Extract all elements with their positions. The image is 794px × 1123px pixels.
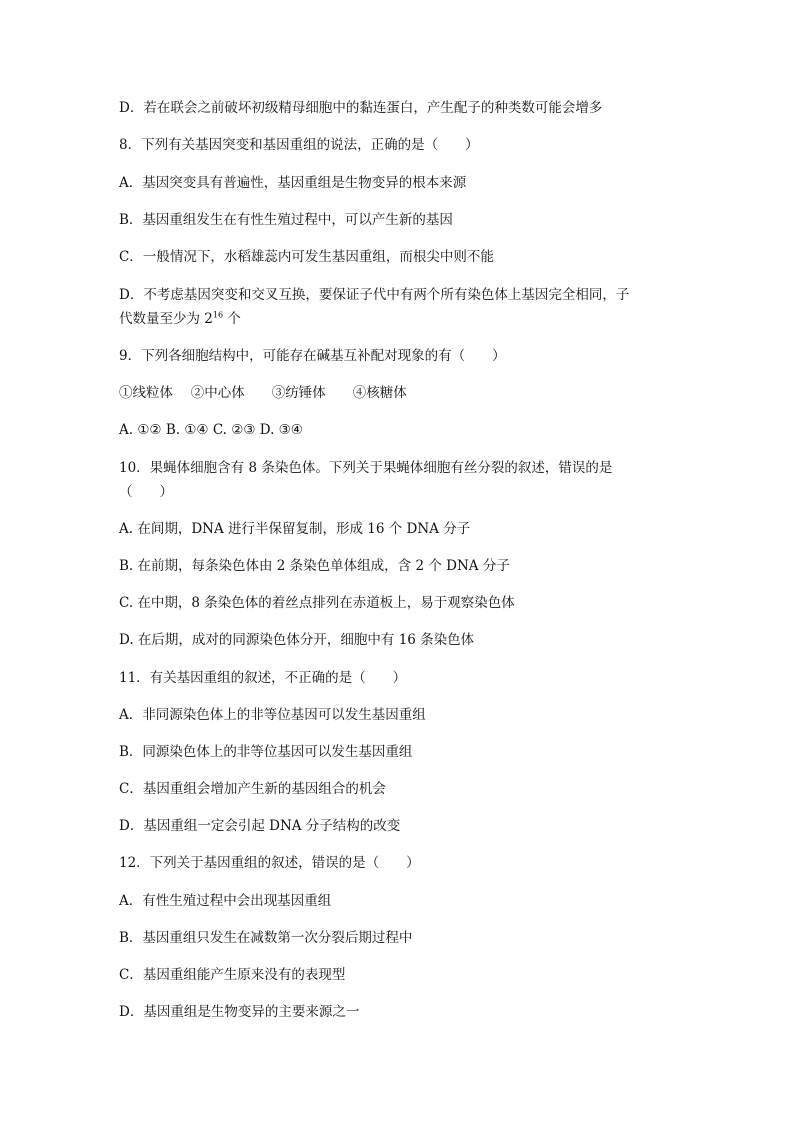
q8-option-c: C．一般情况下，水稻雄蕊内可发生基因重组，而根尖中则不能 <box>119 249 494 265</box>
q8-option-d-pre: 代数量至少为 2 <box>119 311 213 327</box>
q8-option-a: A．基因突变具有普遍性，基因重组是生物变异的根本来源 <box>119 175 467 191</box>
q8-option-b: B．基因重组发生在有性生殖过程中，可以产生新的基因 <box>119 212 453 228</box>
q12-option-c: C．基因重组能产生原来没有的表现型 <box>119 967 346 983</box>
q9-items: ①线粒体 ②中心体 ③纺锤体 ④核糖体 <box>119 385 407 401</box>
q9-options: A. ①② B. ①④ C. ②③ D. ③④ <box>119 422 303 438</box>
q10-option-a: A. 在间期，DNA 进行半保留复制，形成 16 个 DNA 分子 <box>119 521 471 537</box>
q10-option-d: D. 在后期，成对的同源染色体分开，细胞中有 16 条染色体 <box>119 632 475 648</box>
q11-option-c: C．基因重组会增加产生新的基因组合的机会 <box>119 781 386 797</box>
q11-stem: 11．有关基因重组的叙述，不正确的是（ ） <box>119 670 407 686</box>
q8-option-d-line1: D．不考虑基因突变和交叉互换，要保证子代中有两个所有染色体上基因完全相同，子 <box>119 287 630 303</box>
q7-option-d: D．若在联会之前破坏初级精母细胞中的黏连蛋白，产生配子的种类数可能会增多 <box>119 100 603 116</box>
q12-stem: 12．下列关于基因重组的叙述，错误的是（ ） <box>119 855 420 871</box>
q10-option-c: C. 在中期，8 条染色体的着丝点排列在赤道板上，易于观察染色体 <box>119 595 515 611</box>
q11-option-d: D．基因重组一定会引起 DNA 分子结构的改变 <box>119 818 401 834</box>
q12-option-d: D．基因重组是生物变异的主要来源之一 <box>119 1004 360 1020</box>
q8-stem: 8．下列有关基因突变和基因重组的说法，正确的是（ ） <box>119 137 479 153</box>
q11-option-a: A．非同源染色体上的非等位基因可以发生基因重组 <box>119 707 426 723</box>
q8-option-d-line2 <box>119 310 241 328</box>
q10-stem-line2: （ ） <box>119 484 173 500</box>
q12-option-a: A．有性生殖过程中会出现基因重组 <box>119 893 332 909</box>
q11-option-b: B．同源染色体上的非等位基因可以发生基因重组 <box>119 744 413 760</box>
q9-stem: 9．下列各细胞结构中，可能存在碱基互补配对现象的有（ ） <box>119 348 506 364</box>
q10-stem-line1: 10．果蝇体细胞含有 8 条染色体。下列关于果蝇体细胞有丝分裂的叙述，错误的是 <box>119 460 613 476</box>
q12-option-b: B．基因重组只发生在减数第一次分裂后期过程中 <box>119 930 413 946</box>
q10-option-b: B. 在前期，每条染色体由 2 条染色单体组成，含 2 个 DNA 分子 <box>119 558 510 574</box>
q8-option-d-post: 个 <box>223 311 241 327</box>
q8-option-d-exponent: 16 <box>212 310 224 320</box>
